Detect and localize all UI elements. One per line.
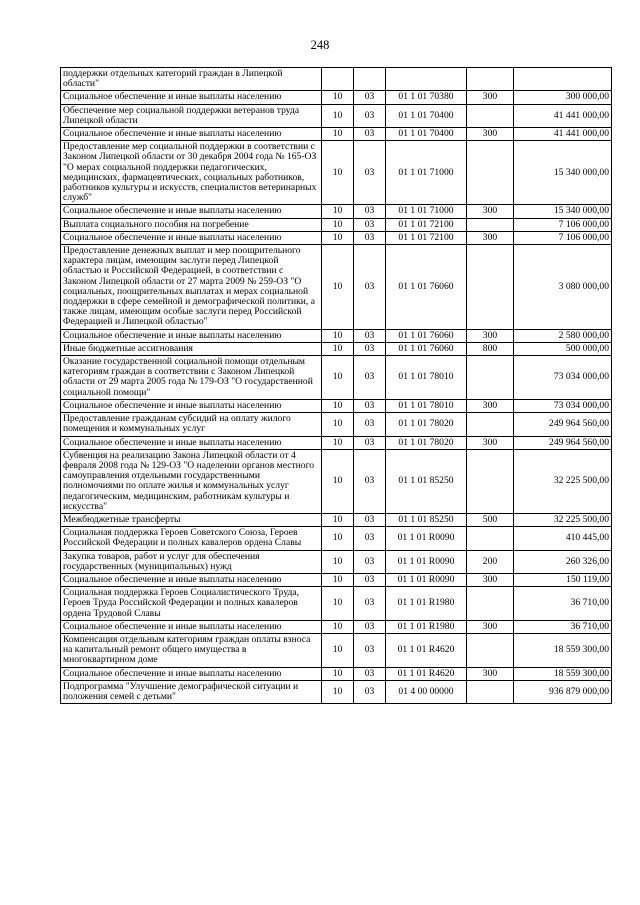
target-article-cell: 01 1 01 78020 bbox=[386, 413, 467, 436]
item-name-cell: Социальное обеспечение и иные выплаты населению bbox=[61, 205, 322, 218]
subsection-cell: 03 bbox=[354, 91, 386, 104]
section-cell: 10 bbox=[322, 399, 354, 412]
subsection-cell bbox=[354, 68, 386, 91]
table-row bbox=[61, 245, 612, 330]
item-name-cell: Социальное обеспечение и иные выплаты населению bbox=[61, 91, 322, 104]
expense-type-cell: 300 bbox=[467, 205, 514, 218]
section-cell: 10 bbox=[322, 205, 354, 218]
amount-cell: 500 000,00 bbox=[514, 342, 612, 355]
expense-type-cell bbox=[467, 633, 514, 667]
expense-type-cell: 300 bbox=[467, 436, 514, 449]
expense-type-cell bbox=[467, 104, 514, 127]
subsection-cell: 03 bbox=[354, 245, 386, 330]
subsection-cell: 03 bbox=[354, 231, 386, 244]
section-cell: 10 bbox=[322, 329, 354, 342]
item-name-cell: Социальное обеспечение и иные выплаты населению bbox=[61, 128, 322, 141]
subsection-cell: 03 bbox=[354, 527, 386, 550]
table-row bbox=[61, 513, 612, 526]
subsection-cell: 03 bbox=[354, 413, 386, 436]
subsection-cell: 03 bbox=[354, 449, 386, 513]
target-article-cell: 01 1 01 R1980 bbox=[386, 620, 467, 633]
expense-type-cell bbox=[467, 245, 514, 330]
item-name-cell: Социальное обеспечение и иные выплаты населению bbox=[61, 436, 322, 449]
target-article-cell: 01 1 01 R0090 bbox=[386, 550, 467, 573]
item-name-cell: Социальное обеспечение и иные выплаты населению bbox=[61, 231, 322, 244]
section-cell: 10 bbox=[322, 231, 354, 244]
target-article-cell: 01 1 01 76060 bbox=[386, 329, 467, 342]
item-name-cell: Субвенция на реализацию Закона Липецкой области от 4 февраля 2008 года № 129-ОЗ "О наделении органов местного самоуправления отдельными государственными полномочиями по оплате жилья и коммунальных услуг педагогическим, медицинским, работникам культуры и искусства" bbox=[61, 449, 322, 513]
item-name-cell: Выплата социального пособия на погребение bbox=[61, 218, 322, 231]
table-row bbox=[61, 356, 612, 400]
expense-type-cell bbox=[467, 449, 514, 513]
budget-table-body bbox=[61, 68, 612, 704]
table-row bbox=[61, 680, 612, 703]
expense-type-cell bbox=[467, 413, 514, 436]
item-name-cell: Социальное обеспечение и иные выплаты населению bbox=[61, 667, 322, 680]
subsection-cell: 03 bbox=[354, 633, 386, 667]
amount-cell: 73 034 000,00 bbox=[514, 356, 612, 400]
subsection-cell: 03 bbox=[354, 104, 386, 127]
section-cell: 10 bbox=[322, 587, 354, 621]
amount-cell: 7 106 000,00 bbox=[514, 231, 612, 244]
section-cell: 10 bbox=[322, 633, 354, 667]
section-cell: 10 bbox=[322, 449, 354, 513]
amount-cell: 41 441 000,00 bbox=[514, 128, 612, 141]
table-row bbox=[61, 527, 612, 550]
section-cell: 10 bbox=[322, 218, 354, 231]
target-article-cell: 01 1 01 78020 bbox=[386, 436, 467, 449]
table-row bbox=[61, 128, 612, 141]
amount-cell: 32 225 500,00 bbox=[514, 449, 612, 513]
table-row bbox=[61, 329, 612, 342]
expense-type-cell: 300 bbox=[467, 128, 514, 141]
target-article-cell: 01 1 01 R4620 bbox=[386, 633, 467, 667]
target-article-cell: 01 1 01 85250 bbox=[386, 449, 467, 513]
page-number: 248 bbox=[310, 38, 330, 52]
item-name-cell: Социальное обеспечение и иные выплаты населению bbox=[61, 573, 322, 586]
target-article-cell: 01 1 01 76060 bbox=[386, 245, 467, 330]
subsection-cell: 03 bbox=[354, 356, 386, 400]
amount-cell bbox=[514, 68, 612, 91]
subsection-cell: 03 bbox=[354, 342, 386, 355]
table-row bbox=[61, 620, 612, 633]
expense-type-cell: 800 bbox=[467, 342, 514, 355]
expense-type-cell: 300 bbox=[467, 667, 514, 680]
target-article-cell: 01 1 01 R4620 bbox=[386, 667, 467, 680]
amount-cell: 300 000,00 bbox=[514, 91, 612, 104]
subsection-cell: 03 bbox=[354, 680, 386, 703]
item-name-cell: поддержки отдельных категорий граждан в Липецкой области" bbox=[61, 68, 322, 91]
target-article-cell: 01 1 01 70380 bbox=[386, 91, 467, 104]
amount-cell: 15 340 000,00 bbox=[514, 141, 612, 205]
table-row bbox=[61, 413, 612, 436]
amount-cell: 410 445,00 bbox=[514, 527, 612, 550]
expense-type-cell bbox=[467, 527, 514, 550]
table-row bbox=[61, 104, 612, 127]
section-cell: 10 bbox=[322, 128, 354, 141]
table-row bbox=[61, 399, 612, 412]
table-row bbox=[61, 573, 612, 586]
expense-type-cell bbox=[467, 218, 514, 231]
amount-cell: 249 964 560,00 bbox=[514, 413, 612, 436]
item-name-cell: Обеспечение мер социальной поддержки ветеранов труда Липецкой области bbox=[61, 104, 322, 127]
amount-cell: 260 326,00 bbox=[514, 550, 612, 573]
expense-type-cell: 300 bbox=[467, 329, 514, 342]
subsection-cell: 03 bbox=[354, 573, 386, 586]
amount-cell: 2 580 000,00 bbox=[514, 329, 612, 342]
item-name-cell: Предоставление мер социальной поддержки в соответствии с Законом Липецкой области от 30 декабря 2004 года № 165-ОЗ "О мерах социальной поддержки педагогических, медицинских, фармацевтических, социальных работников, работников культуры и искусств, специалистов ветеринарных служб" bbox=[61, 141, 322, 205]
table-row bbox=[61, 205, 612, 218]
table-row bbox=[61, 91, 612, 104]
table-row bbox=[61, 436, 612, 449]
subsection-cell: 03 bbox=[354, 620, 386, 633]
section-cell: 10 bbox=[322, 513, 354, 526]
expense-type-cell: 300 bbox=[467, 620, 514, 633]
target-article-cell: 01 1 01 85250 bbox=[386, 513, 467, 526]
section-cell: 10 bbox=[322, 413, 354, 436]
section-cell: 10 bbox=[322, 141, 354, 205]
section-cell: 10 bbox=[322, 91, 354, 104]
target-article-cell: 01 1 01 71000 bbox=[386, 205, 467, 218]
subsection-cell: 03 bbox=[354, 128, 386, 141]
item-name-cell: Социальное обеспечение и иные выплаты населению bbox=[61, 620, 322, 633]
item-name-cell: Подпрограмма "Улучшение демографической ситуации и положения семей с детьми" bbox=[61, 680, 322, 703]
section-cell: 10 bbox=[322, 573, 354, 586]
item-name-cell: Предоставление денежных выплат и мер поощрительного характера лицам, имеющим заслуги перед Липецкой областью и Российской Федерацией, в соответствии с Законом Липецкой области от 27 марта 2009 № 259-ОЗ "О социальных, поощрительных выплатах и мерах социальной поддержки в сфере семейной и демографической политики, а также лицам, имеющим особые заслуги перед Российской Федерацией и Липецкой областью" bbox=[61, 245, 322, 330]
target-article-cell: 01 1 01 R0090 bbox=[386, 527, 467, 550]
subsection-cell: 03 bbox=[354, 141, 386, 205]
amount-cell: 32 225 500,00 bbox=[514, 513, 612, 526]
section-cell: 10 bbox=[322, 667, 354, 680]
item-name-cell: Оказание государственной социальной помощи отдельным категориям граждан в соответствии с Законом Липецкой области от 29 марта 2005 года № 179-ОЗ "О государственной социальной помощи" bbox=[61, 356, 322, 400]
item-name-cell: Компенсация отдельным категориям граждан оплаты взноса на капитальный ремонт общего имущества в многоквартирном доме bbox=[61, 633, 322, 667]
section-cell: 10 bbox=[322, 680, 354, 703]
target-article-cell: 01 1 01 78010 bbox=[386, 356, 467, 400]
section-cell: 10 bbox=[322, 550, 354, 573]
amount-cell: 41 441 000,00 bbox=[514, 104, 612, 127]
item-name-cell: Социальное обеспечение и иные выплаты населению bbox=[61, 399, 322, 412]
table-row bbox=[61, 449, 612, 513]
expense-type-cell: 300 bbox=[467, 91, 514, 104]
section-cell: 10 bbox=[322, 356, 354, 400]
amount-cell: 73 034 000,00 bbox=[514, 399, 612, 412]
target-article-cell bbox=[386, 68, 467, 91]
table-row bbox=[61, 342, 612, 355]
table-row bbox=[61, 633, 612, 667]
expense-type-cell: 200 bbox=[467, 550, 514, 573]
expense-type-cell: 300 bbox=[467, 573, 514, 586]
target-article-cell: 01 1 01 R1980 bbox=[386, 587, 467, 621]
amount-cell: 36 710,00 bbox=[514, 620, 612, 633]
expense-type-cell bbox=[467, 141, 514, 205]
budget-table bbox=[60, 67, 612, 704]
section-cell bbox=[322, 68, 354, 91]
table-row bbox=[61, 231, 612, 244]
amount-cell: 936 879 000,00 bbox=[514, 680, 612, 703]
table-row bbox=[61, 550, 612, 573]
amount-cell: 150 119,00 bbox=[514, 573, 612, 586]
subsection-cell: 03 bbox=[354, 205, 386, 218]
expense-type-cell bbox=[467, 680, 514, 703]
amount-cell: 3 080 000,00 bbox=[514, 245, 612, 330]
item-name-cell: Межбюджетные трансферты bbox=[61, 513, 322, 526]
subsection-cell: 03 bbox=[354, 329, 386, 342]
target-article-cell: 01 1 01 70400 bbox=[386, 104, 467, 127]
subsection-cell: 03 bbox=[354, 399, 386, 412]
section-cell: 10 bbox=[322, 436, 354, 449]
amount-cell: 249 964 560,00 bbox=[514, 436, 612, 449]
section-cell: 10 bbox=[322, 342, 354, 355]
amount-cell: 7 106 000,00 bbox=[514, 218, 612, 231]
section-cell: 10 bbox=[322, 527, 354, 550]
expense-type-cell bbox=[467, 356, 514, 400]
target-article-cell: 01 1 01 71000 bbox=[386, 141, 467, 205]
item-name-cell: Социальная поддержка Героев Социалистического Труда, Героев Труда Российской Федерации и полных кавалеров ордена Трудовой Славы bbox=[61, 587, 322, 621]
target-article-cell: 01 1 01 76060 bbox=[386, 342, 467, 355]
subsection-cell: 03 bbox=[354, 587, 386, 621]
section-cell: 10 bbox=[322, 245, 354, 330]
amount-cell: 36 710,00 bbox=[514, 587, 612, 621]
item-name-cell: Социальное обеспечение и иные выплаты населению bbox=[61, 329, 322, 342]
expense-type-cell: 300 bbox=[467, 399, 514, 412]
item-name-cell: Социальная поддержка Героев Советского Союза, Героев Российской Федерации и полных кавалеров ордена Славы bbox=[61, 527, 322, 550]
table-row bbox=[61, 68, 612, 91]
table-row bbox=[61, 141, 612, 205]
target-article-cell: 01 1 01 72100 bbox=[386, 231, 467, 244]
table-row bbox=[61, 218, 612, 231]
expense-type-cell bbox=[467, 587, 514, 621]
subsection-cell: 03 bbox=[354, 667, 386, 680]
target-article-cell: 01 1 01 72100 bbox=[386, 218, 467, 231]
amount-cell: 18 559 300,00 bbox=[514, 633, 612, 667]
target-article-cell: 01 1 01 78010 bbox=[386, 399, 467, 412]
target-article-cell: 01 4 00 00000 bbox=[386, 680, 467, 703]
subsection-cell: 03 bbox=[354, 513, 386, 526]
subsection-cell: 03 bbox=[354, 550, 386, 573]
item-name-cell: Иные бюджетные ассигнования bbox=[61, 342, 322, 355]
subsection-cell: 03 bbox=[354, 218, 386, 231]
section-cell: 10 bbox=[322, 104, 354, 127]
subsection-cell: 03 bbox=[354, 436, 386, 449]
expense-type-cell bbox=[467, 68, 514, 91]
expense-type-cell: 300 bbox=[467, 231, 514, 244]
item-name-cell: Предоставление гражданам субсидий на оплату жилого помещения и коммунальных услуг bbox=[61, 413, 322, 436]
expense-type-cell: 500 bbox=[467, 513, 514, 526]
amount-cell: 15 340 000,00 bbox=[514, 205, 612, 218]
table-row bbox=[61, 667, 612, 680]
amount-cell: 18 559 300,00 bbox=[514, 667, 612, 680]
item-name-cell: Закупка товаров, работ и услуг для обеспечения государственных (муниципальных) нужд bbox=[61, 550, 322, 573]
target-article-cell: 01 1 01 70400 bbox=[386, 128, 467, 141]
target-article-cell: 01 1 01 R0090 bbox=[386, 573, 467, 586]
section-cell: 10 bbox=[322, 620, 354, 633]
table-row bbox=[61, 587, 612, 621]
